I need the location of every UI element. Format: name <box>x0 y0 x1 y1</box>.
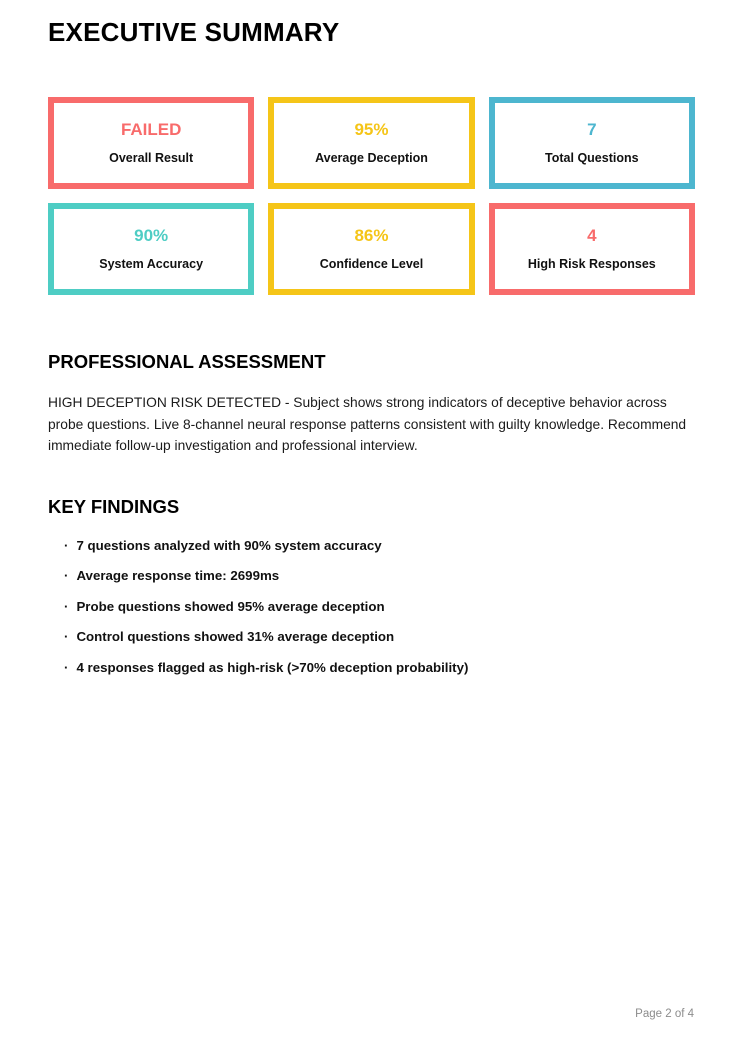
bullet-dot-icon: · <box>64 659 69 675</box>
stat-card-confidence-level <box>268 203 474 295</box>
finding-text: Control questions showed 31% average deception <box>76 629 395 645</box>
stat-card-total-questions <box>489 97 695 189</box>
stat-label: High Risk Responses <box>527 257 656 271</box>
stat-card-system-accuracy <box>48 203 254 295</box>
stat-card-average-deception <box>268 97 474 189</box>
assessment-body-text: HIGH DECEPTION RISK DETECTED - Subject shows strong indicators of deceptive behavior across probe questions. Live 8-channel neural response patterns consistent with guilty knowledge. Recommend immediate follow-up investigation and professional interview. <box>48 395 687 454</box>
finding-item <box>64 660 695 675</box>
page-title: EXECUTIVE SUMMARY <box>48 17 340 47</box>
stat-card-high-risk-responses <box>489 203 695 295</box>
stat-label: Overall Result <box>109 151 194 165</box>
stat-label: Total Questions <box>545 151 639 165</box>
key-findings-section <box>48 496 695 675</box>
stat-label: Average Deception <box>315 151 428 165</box>
bullet-dot-icon: · <box>64 568 69 584</box>
bullet-dot-icon: · <box>64 537 69 553</box>
stat-value: 95% <box>354 120 389 139</box>
stat-value: 86% <box>354 226 389 245</box>
stat-value: FAILED <box>120 120 182 139</box>
key-findings-list <box>48 538 695 675</box>
professional-assessment-section <box>48 351 695 457</box>
stat-value: 7 <box>587 120 597 139</box>
finding-item <box>64 629 695 644</box>
stat-label: Confidence Level <box>319 257 424 271</box>
finding-item <box>64 538 695 553</box>
finding-item <box>64 568 695 583</box>
bullet-dot-icon: · <box>64 629 69 645</box>
page-number: Page 2 of 4 <box>635 1008 694 1020</box>
stat-value: 4 <box>587 226 597 245</box>
finding-text: Probe questions showed 95% average deception <box>76 598 385 614</box>
key-findings-heading: KEY FINDINGS <box>48 495 180 517</box>
finding-text: 4 responses flagged as high-risk (>70% deception probability) <box>76 659 469 675</box>
finding-item <box>64 599 695 614</box>
finding-text: Average response time: 2699ms <box>76 568 280 584</box>
summary-stat-cards <box>48 97 695 295</box>
bullet-dot-icon: · <box>64 598 69 614</box>
stat-card-overall-result <box>48 97 254 189</box>
finding-text: 7 questions analyzed with 90% system accuracy <box>76 537 382 553</box>
stat-label: System Accuracy <box>99 257 204 271</box>
assessment-heading: PROFESSIONAL ASSESSMENT <box>48 351 326 372</box>
stat-value: 90% <box>134 226 169 245</box>
